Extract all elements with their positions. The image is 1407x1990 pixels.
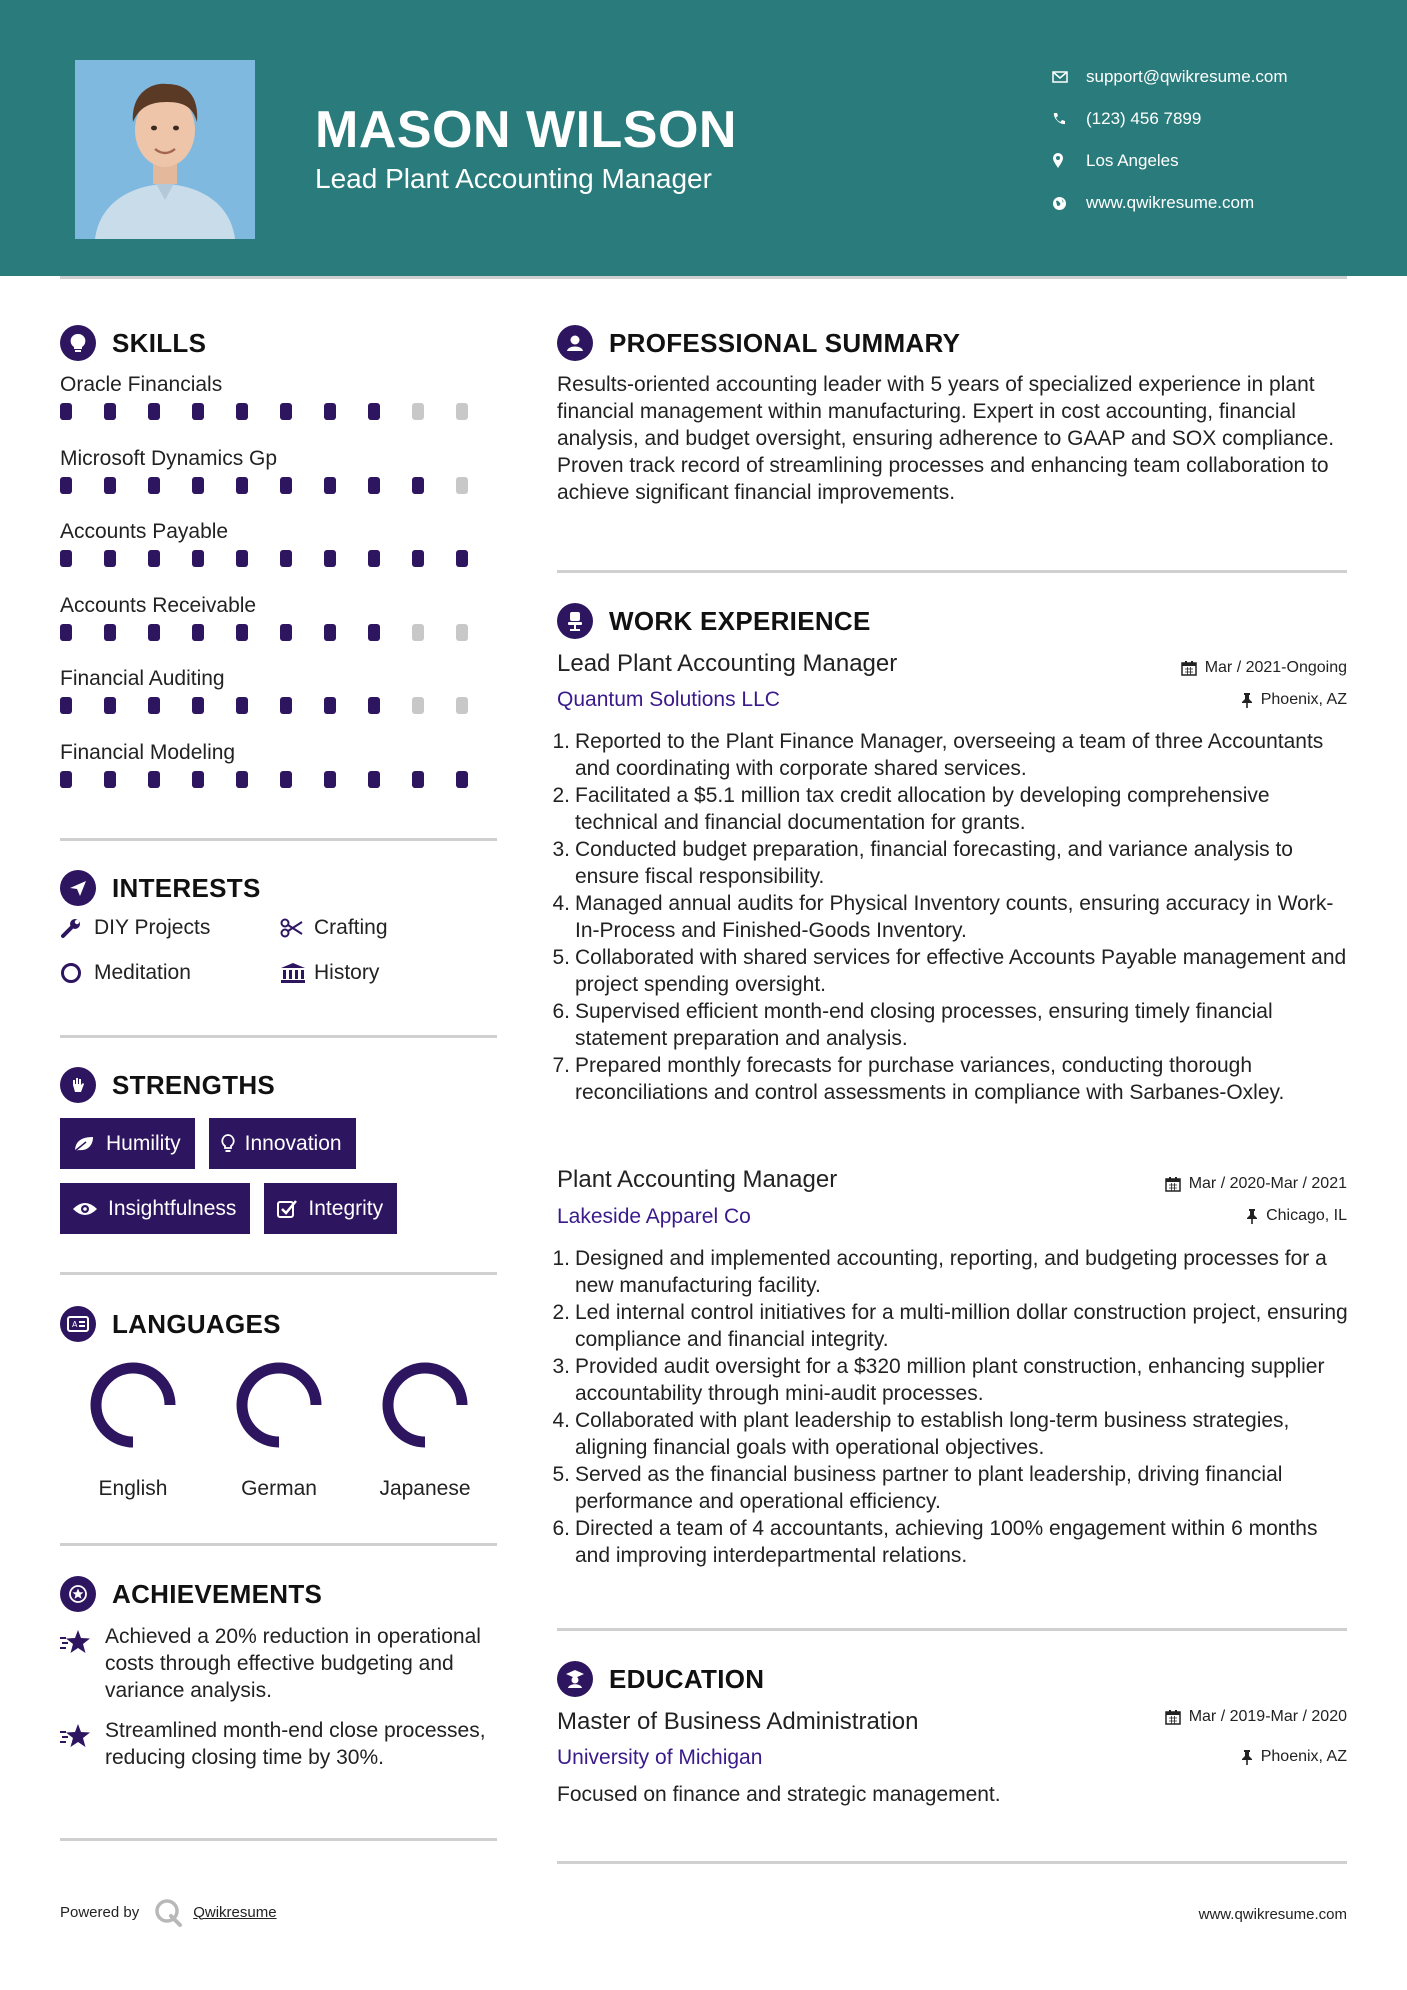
rating-dot-filled xyxy=(60,624,72,641)
language-level-arc xyxy=(388,1368,462,1442)
rating-dot-filled xyxy=(60,697,72,714)
scissors-icon xyxy=(280,918,314,938)
achievement-item xyxy=(60,1717,500,1771)
lightbulb-icon xyxy=(221,1134,235,1154)
lightbulb-icon xyxy=(60,325,96,361)
achievement-text: Achieved a 20% reduction in operational costs through effective budgeting and variance analysis. xyxy=(105,1625,481,1702)
bullet-item: 3. Conducted budget preparation, financial forecasting, and variance analysis to ensure fiscal responsibility. xyxy=(552,838,1293,888)
qwikresume-logo-icon xyxy=(153,1897,183,1927)
strengths-list xyxy=(60,1118,500,1248)
contact-phone[interactable]: (123) 456 7899 xyxy=(1052,98,1288,140)
rating-dot-filled xyxy=(192,477,204,494)
skill-name: Accounts Payable xyxy=(60,520,229,543)
rating-dot-empty xyxy=(456,403,468,420)
work-heading: WORK EXPERIENCE xyxy=(557,603,871,639)
language-level-ring xyxy=(375,1355,475,1455)
star-icon xyxy=(60,1623,105,1704)
language-item xyxy=(60,1355,206,1501)
section-divider xyxy=(557,1861,1347,1864)
language-name: German xyxy=(241,1477,317,1500)
job-date: Mar / 2020-Mar / 2021 xyxy=(1165,1175,1347,1193)
skill-rating xyxy=(60,697,500,714)
rating-dot-filled xyxy=(280,624,292,641)
skill-rating xyxy=(60,624,500,641)
profile-photo xyxy=(75,60,255,239)
footer-url[interactable]: www.qwikresume.com xyxy=(1198,1906,1347,1923)
section-divider xyxy=(60,1272,497,1275)
interests-heading: INTERESTS xyxy=(60,870,261,906)
interest-item: DIY Projects xyxy=(60,915,280,940)
skill-rating xyxy=(60,477,500,494)
globe-icon xyxy=(1052,196,1086,211)
achievements-heading: ACHIEVEMENTS xyxy=(60,1576,322,1612)
candidate-name: MASON WILSON xyxy=(315,101,737,159)
education-location: Phoenix, AZ xyxy=(1241,1748,1347,1766)
section-divider xyxy=(60,1035,497,1038)
languages-heading: A LANGUAGES xyxy=(60,1306,281,1342)
rating-dot-filled xyxy=(148,624,160,641)
bank-icon xyxy=(280,962,314,984)
bullet-item: 4. Managed annual audits for Physical Inventory counts, ensuring accuracy in Work-In-Process and Finished-Goods Inventory. xyxy=(552,892,1334,942)
contact-location: Los Angeles xyxy=(1052,140,1288,182)
skill-name: Oracle Financials xyxy=(60,373,223,396)
rating-dot-filled xyxy=(280,477,292,494)
rating-dot-filled xyxy=(148,771,160,788)
interests-list xyxy=(60,915,500,985)
rating-dot-filled xyxy=(148,477,160,494)
section-divider xyxy=(557,570,1347,573)
rating-dot-filled xyxy=(236,403,248,420)
rating-dot-filled xyxy=(280,697,292,714)
pushpin-icon xyxy=(1241,1749,1253,1765)
section-divider xyxy=(557,1628,1347,1631)
strength-chip: Humility xyxy=(60,1118,195,1169)
language-level-ring xyxy=(229,1355,329,1455)
rating-dot-filled xyxy=(368,550,380,567)
skill-name: Financial Auditing xyxy=(60,667,225,690)
languages-list xyxy=(60,1355,498,1501)
education-heading: EDUCATION xyxy=(557,1661,764,1697)
paper-plane-icon xyxy=(60,870,96,906)
rating-dot-filled xyxy=(60,477,72,494)
interest-item: History xyxy=(280,960,500,985)
bullet-item: 6. Supervised efficient month-end closing processes, ensuring timely financial statement preparation and analysis. xyxy=(552,1000,1273,1050)
company-name: Quantum Solutions LLC xyxy=(557,688,780,711)
qwikresume-link[interactable]: Qwikresume xyxy=(193,1903,277,1921)
rating-dot-filled xyxy=(236,477,248,494)
bullet-item: 2. Led internal control initiatives for a multi-million dollar construction project, ensuring compliance and financial integrity. xyxy=(552,1301,1348,1351)
pushpin-icon xyxy=(1246,1208,1258,1224)
language-name: Japanese xyxy=(379,1477,471,1500)
calendar-icon xyxy=(1165,1176,1181,1192)
job-title: Plant Accounting Manager xyxy=(557,1166,838,1193)
language-item xyxy=(352,1355,498,1501)
section-divider xyxy=(60,1838,497,1841)
bullet-item: 2. Facilitated a $5.1 million tax credit allocation by developing comprehensive technical and financial documentation for grants. xyxy=(552,784,1270,834)
rating-dot-filled xyxy=(324,403,336,420)
skill-name: Financial Modeling xyxy=(60,740,236,764)
degree-title: Master of Business Administration xyxy=(557,1708,919,1735)
rating-dot-empty xyxy=(412,697,424,714)
rating-dot-filled xyxy=(148,697,160,714)
job-location: Chicago, IL xyxy=(1246,1207,1347,1225)
rating-dot-empty xyxy=(412,624,424,641)
phone-icon xyxy=(1052,112,1086,126)
rating-dot-filled xyxy=(368,403,380,420)
rating-dot-filled xyxy=(368,624,380,641)
rating-dot-filled xyxy=(456,550,468,567)
job-location: Phoenix, AZ xyxy=(1241,691,1347,709)
bullet-item: 6. Directed a team of 4 accountants, achieving 100% engagement within 6 months and improving interdepartmental relations. xyxy=(552,1517,1318,1567)
rating-dot-empty xyxy=(456,624,468,641)
skills-list xyxy=(60,370,500,811)
calendar-icon xyxy=(1181,660,1197,676)
language-level-ring xyxy=(83,1355,183,1455)
rating-dot-filled xyxy=(368,697,380,714)
skill-item xyxy=(60,591,500,665)
pushpin-icon xyxy=(1241,692,1253,708)
rating-dot-filled xyxy=(192,550,204,567)
skill-rating xyxy=(60,771,500,788)
contact-email[interactable]: support@qwikresume.com xyxy=(1052,56,1288,98)
job-title: Lead Plant Accounting Manager xyxy=(557,650,898,677)
bullet-item: 1. Designed and implemented accounting, reporting, and budgeting processes for a new manufacturing facility. xyxy=(552,1247,1327,1297)
language-name: English xyxy=(98,1477,168,1500)
skill-item xyxy=(60,738,500,812)
skill-item xyxy=(60,664,500,738)
rating-dot-filled xyxy=(104,697,116,714)
graduate-icon xyxy=(557,1661,593,1697)
skill-item xyxy=(60,517,500,591)
circle-icon xyxy=(60,962,94,984)
strength-chip: Integrity xyxy=(264,1183,397,1234)
bullet-item: 5. Served as the financial business partner to plant leadership, driving financial performance and operational efficiency. xyxy=(552,1463,1283,1513)
section-divider xyxy=(60,1543,497,1546)
bullet-item: 7. Prepared monthly forecasts for purchase variances, conducting thorough reconciliations and control assessments in compliance with Sarbanes-Oxley. xyxy=(552,1054,1285,1104)
rating-dot-filled xyxy=(236,771,248,788)
strength-chip: Innovation xyxy=(209,1118,356,1169)
header-divider xyxy=(60,276,1347,279)
rating-dot-filled xyxy=(60,771,72,788)
rating-dot-filled xyxy=(236,550,248,567)
location-pin-icon xyxy=(1052,153,1086,169)
rating-dot-empty xyxy=(456,697,468,714)
rating-dot-filled xyxy=(324,624,336,641)
section-divider xyxy=(60,838,497,841)
rating-dot-filled xyxy=(104,550,116,567)
rating-dot-filled xyxy=(192,403,204,420)
school-name: University of Michigan xyxy=(557,1746,763,1769)
skill-item xyxy=(60,370,500,444)
rating-dot-filled xyxy=(280,771,292,788)
rating-dot-filled xyxy=(412,771,424,788)
office-chair-icon xyxy=(557,603,593,639)
rating-dot-filled xyxy=(236,624,248,641)
skills-heading: SKILLS xyxy=(60,325,206,361)
wrench-icon xyxy=(60,917,94,939)
interest-item: Meditation xyxy=(60,960,280,985)
rating-dot-filled xyxy=(192,624,204,641)
check-square-icon xyxy=(276,1199,298,1219)
strengths-heading: STRENGTHS xyxy=(60,1067,275,1103)
rating-dot-filled xyxy=(236,697,248,714)
achievement-text: Streamlined month-end close processes, reducing closing time by 30%. xyxy=(105,1719,486,1769)
hand-icon xyxy=(60,1067,96,1103)
skill-name: Accounts Receivable xyxy=(60,593,257,617)
achievement-item xyxy=(60,1623,500,1704)
rating-dot-filled xyxy=(60,550,72,567)
rating-dot-filled xyxy=(280,550,292,567)
language-card-icon xyxy=(60,1306,96,1342)
contact-list xyxy=(1052,56,1288,224)
star-icon xyxy=(60,1717,105,1771)
calendar-icon xyxy=(1165,1709,1181,1725)
rating-dot-filled xyxy=(148,550,160,567)
rating-dot-filled xyxy=(412,550,424,567)
rating-dot-filled xyxy=(412,477,424,494)
rating-dot-filled xyxy=(280,403,292,420)
rating-dot-filled xyxy=(192,771,204,788)
rating-dot-filled xyxy=(324,771,336,788)
rating-dot-empty xyxy=(456,477,468,494)
skill-rating xyxy=(60,550,500,567)
job-bullets xyxy=(550,1245,1350,1569)
rating-dot-filled xyxy=(456,771,468,788)
rating-dot-filled xyxy=(104,403,116,420)
envelope-icon xyxy=(1052,71,1086,83)
job-date: Mar / 2021-Ongoing xyxy=(1181,659,1347,677)
interest-item: Crafting xyxy=(280,915,500,940)
rating-dot-filled xyxy=(192,697,204,714)
rating-dot-filled xyxy=(324,697,336,714)
rating-dot-filled xyxy=(104,771,116,788)
rating-dot-empty xyxy=(412,403,424,420)
leaf-icon xyxy=(72,1134,96,1154)
resume-header xyxy=(0,0,1407,276)
candidate-role: Lead Plant Accounting Manager xyxy=(315,163,712,194)
footer-powered-by: Powered by Qwikresume xyxy=(60,1897,277,1927)
language-level-arc xyxy=(96,1368,170,1442)
contact-website[interactable]: www.qwikresume.com xyxy=(1052,182,1288,224)
rating-dot-filled xyxy=(324,550,336,567)
skill-name: Microsoft Dynamics Gp xyxy=(60,446,278,470)
eye-icon xyxy=(72,1200,98,1218)
skill-rating xyxy=(60,403,500,420)
strength-chip: Insightfulness xyxy=(60,1183,250,1234)
rating-dot-filled xyxy=(104,624,116,641)
summary-text: Results-oriented accounting leader with 5 years of specialized experience in plant financial management within manufacturing. Expert in cost accounting, financial analysis, and budget oversight, ensuring adherence to GAAP and SOX compliance. Proven track record of streamlining processes and enhancing team collaboration to achieve significant financial improvements. xyxy=(557,373,1335,504)
rating-dot-filled xyxy=(368,771,380,788)
bullet-item: 3. Provided audit oversight for a $320 million plant construction, enhancing supplier accountability through mini-audit processes. xyxy=(552,1355,1325,1405)
language-level-arc xyxy=(242,1368,316,1442)
bullet-item: 4. Collaborated with plant leadership to establish long-term business strategies, aligning financial goals with operational objectives. xyxy=(552,1409,1290,1459)
education-description: Focused on finance and strategic management. xyxy=(557,1783,1001,1806)
skill-item xyxy=(60,444,500,518)
education-date: Mar / 2019-Mar / 2020 xyxy=(1165,1708,1347,1726)
rating-dot-filled xyxy=(148,403,160,420)
company-name: Lakeside Apparel Co xyxy=(557,1205,751,1228)
user-icon xyxy=(557,325,593,361)
summary-heading: PROFESSIONAL SUMMARY xyxy=(557,325,960,361)
rating-dot-filled xyxy=(104,477,116,494)
rating-dot-filled xyxy=(324,477,336,494)
language-item xyxy=(206,1355,352,1501)
rating-dot-filled xyxy=(60,403,72,420)
star-badge-icon xyxy=(60,1576,96,1612)
bullet-item: 5. Collaborated with shared services for effective Accounts Payable management and project spending oversight. xyxy=(552,946,1347,996)
bullet-item: 1. Reported to the Plant Finance Manager, overseeing a team of three Accountants and coordinating with corporate shared services. xyxy=(552,730,1324,780)
svg-text:A: A xyxy=(72,1320,78,1329)
rating-dot-filled xyxy=(368,477,380,494)
job-bullets xyxy=(550,728,1350,1106)
